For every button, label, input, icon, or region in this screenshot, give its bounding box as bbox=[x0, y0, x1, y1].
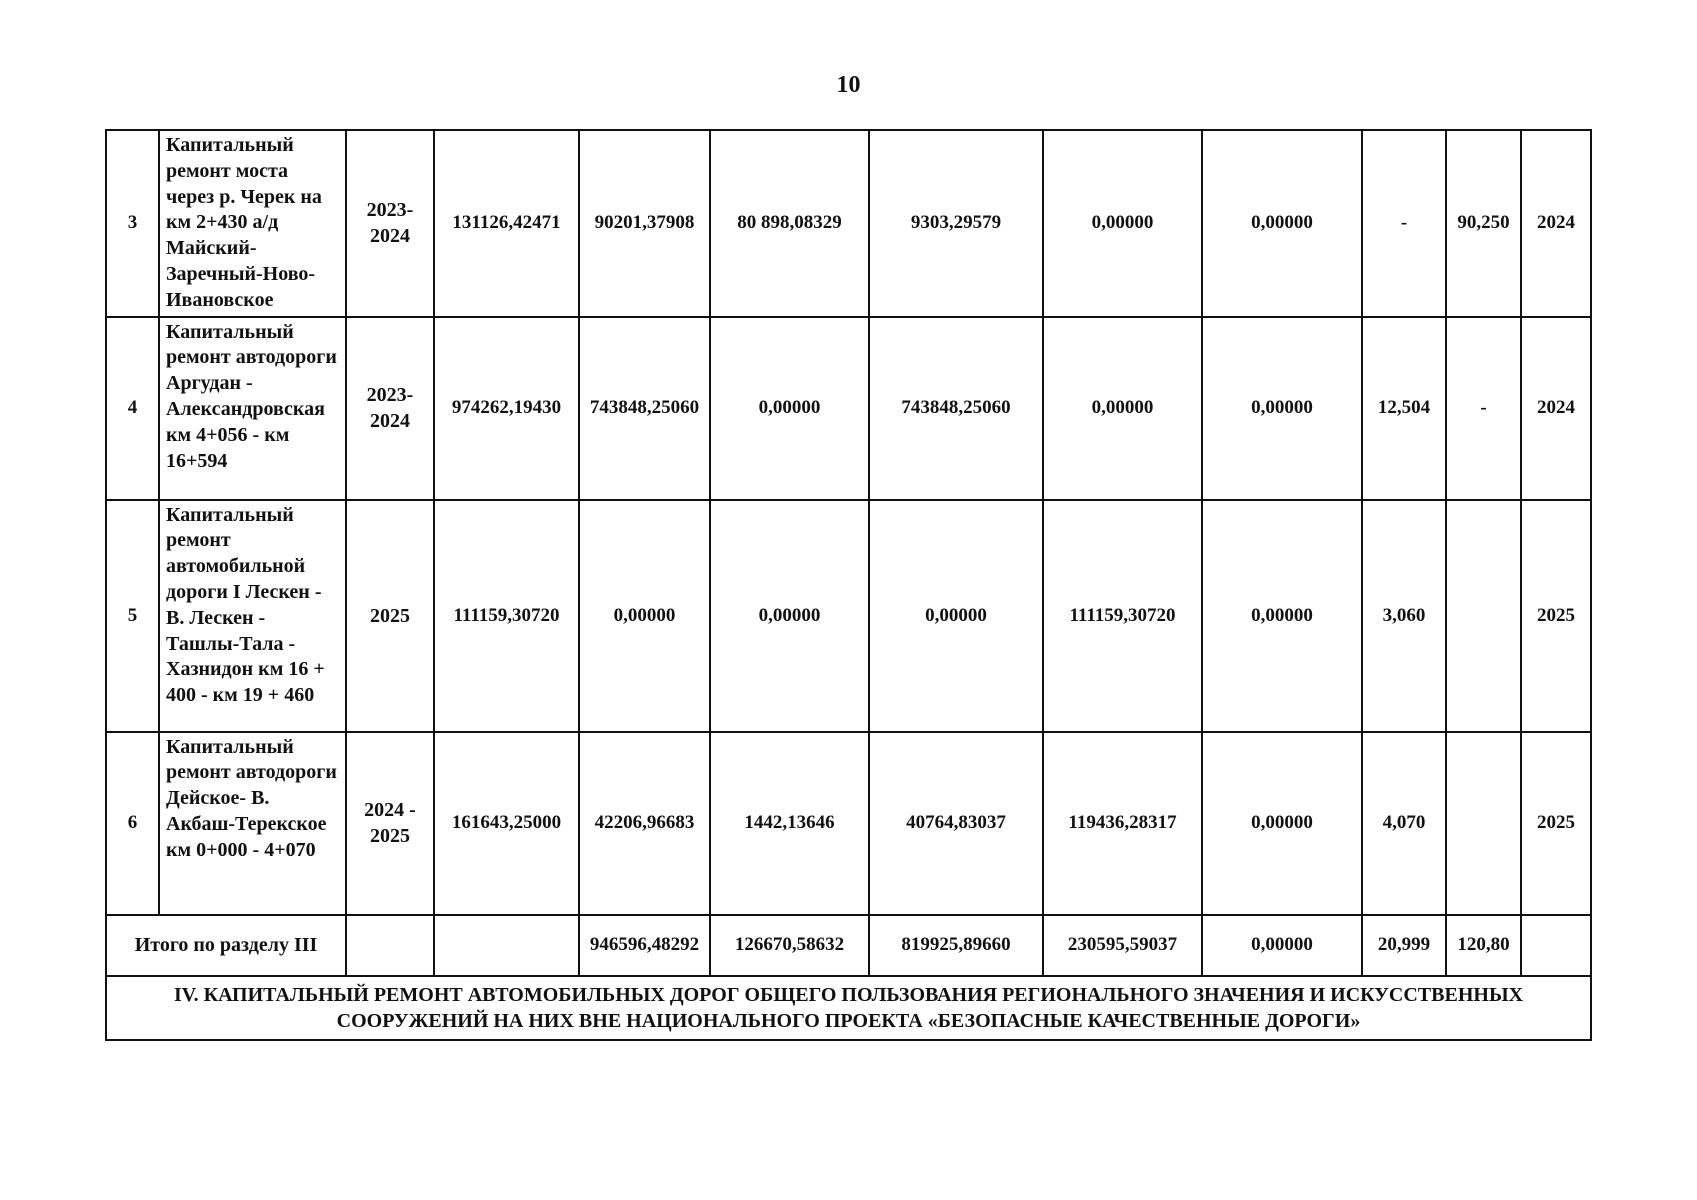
funding-cell: 0,00000 bbox=[1202, 317, 1362, 500]
total-cost-cell: 161643,25000 bbox=[434, 732, 579, 915]
funding-cell: 0,00000 bbox=[1202, 130, 1362, 317]
row-number-cell: 5 bbox=[106, 500, 159, 732]
funding-cell: 119436,28317 bbox=[1043, 732, 1202, 915]
length-m-cell: 90,250 bbox=[1446, 130, 1521, 317]
period-cell: 2023-2024 bbox=[346, 130, 434, 317]
row-number-cell: 3 bbox=[106, 130, 159, 317]
capital-repair-table bbox=[105, 129, 1592, 1041]
table-row bbox=[106, 317, 1591, 500]
funding-cell: 0,00000 bbox=[1202, 732, 1362, 915]
table-row bbox=[106, 732, 1591, 915]
completion-year-cell: 2025 bbox=[1521, 500, 1591, 732]
length-km-cell: 4,070 bbox=[1362, 732, 1446, 915]
object-name-cell: Капитальный ремонт автомобильной дороги I Лескен - В. Лескен - Ташлы-Тала - Хазнидон км 16 + 400 - км 19 + 460 bbox=[159, 500, 346, 732]
row-number-cell: 6 bbox=[106, 732, 159, 915]
funding-cell: 946596,48292 bbox=[579, 915, 710, 976]
length-km-cell: 3,060 bbox=[1362, 500, 1446, 732]
total-cost-cell: 974262,19430 bbox=[434, 317, 579, 500]
object-name-cell: Капитальный ремонт автодороги Дейское- В. Акбаш-Терекское км 0+000 - 4+070 bbox=[159, 732, 346, 915]
object-name-cell: Капитальный ремонт моста через р. Черек на км 2+430 а/д Майский-Заречный-Ново-Ивановское bbox=[159, 130, 346, 317]
funding-cell: 819925,89660 bbox=[869, 915, 1043, 976]
funding-cell: 230595,59037 bbox=[1043, 915, 1202, 976]
funding-cell: 0,00000 bbox=[710, 500, 869, 732]
funding-cell: 0,00000 bbox=[710, 317, 869, 500]
funding-cell: 9303,29579 bbox=[869, 130, 1043, 317]
period-cell: 2025 bbox=[346, 500, 434, 732]
length-m-cell bbox=[1446, 500, 1521, 732]
section-heading-row bbox=[106, 976, 1591, 1040]
completion-year-cell: 2024 bbox=[1521, 130, 1591, 317]
funding-cell: 743848,25060 bbox=[869, 317, 1043, 500]
total-row bbox=[106, 915, 1591, 976]
table-row bbox=[106, 130, 1591, 317]
length-m-cell: - bbox=[1446, 317, 1521, 500]
funding-cell: 42206,96683 bbox=[579, 732, 710, 915]
total-cost-cell bbox=[434, 915, 579, 976]
length-m-cell bbox=[1446, 732, 1521, 915]
total-cost-cell: 111159,30720 bbox=[434, 500, 579, 732]
funding-cell: 0,00000 bbox=[1202, 915, 1362, 976]
funding-cell: 1442,13646 bbox=[710, 732, 869, 915]
object-name-cell: Капитальный ремонт автодороги Аргудан - Александровская км 4+056 - км 16+594 bbox=[159, 317, 346, 500]
length-km-cell: - bbox=[1362, 130, 1446, 317]
period-cell bbox=[346, 915, 434, 976]
funding-cell: 743848,25060 bbox=[579, 317, 710, 500]
page-number: 10 bbox=[836, 72, 861, 98]
funding-cell: 126670,58632 bbox=[710, 915, 869, 976]
length-km-cell: 12,504 bbox=[1362, 317, 1446, 500]
funding-cell: 0,00000 bbox=[579, 500, 710, 732]
funding-cell: 0,00000 bbox=[1043, 317, 1202, 500]
row-number-cell: 4 bbox=[106, 317, 159, 500]
funding-cell: 90201,37908 bbox=[579, 130, 710, 317]
length-m-cell: 120,80 bbox=[1446, 915, 1521, 976]
funding-cell: 80 898,08329 bbox=[710, 130, 869, 317]
completion-year-cell bbox=[1521, 915, 1591, 976]
funding-cell: 111159,30720 bbox=[1043, 500, 1202, 732]
funding-cell: 40764,83037 bbox=[869, 732, 1043, 915]
total-label-cell: Итого по разделу III bbox=[106, 915, 346, 976]
funding-cell: 0,00000 bbox=[1202, 500, 1362, 732]
period-cell: 2023-2024 bbox=[346, 317, 434, 500]
total-cost-cell: 131126,42471 bbox=[434, 130, 579, 317]
length-km-cell: 20,999 bbox=[1362, 915, 1446, 976]
section-heading: IV. КАПИТАЛЬНЫЙ РЕМОНТ АВТОМОБИЛЬНЫХ ДОРОГ ОБЩЕГО ПОЛЬЗОВАНИЯ РЕГИОНАЛЬНОГО ЗНАЧЕНИЯ И ИСКУССТВЕННЫХ СООРУЖЕНИЙ НА НИХ ВНЕ НАЦИОНАЛЬНОГО ПРОЕКТА «БЕЗОПАСНЫЕ КАЧЕСТВЕННЫЕ ДОРОГИ» bbox=[106, 976, 1591, 1040]
table-row bbox=[106, 500, 1591, 732]
completion-year-cell: 2025 bbox=[1521, 732, 1591, 915]
funding-cell: 0,00000 bbox=[869, 500, 1043, 732]
period-cell: 2024 - 2025 bbox=[346, 732, 434, 915]
funding-cell: 0,00000 bbox=[1043, 130, 1202, 317]
completion-year-cell: 2024 bbox=[1521, 317, 1591, 500]
